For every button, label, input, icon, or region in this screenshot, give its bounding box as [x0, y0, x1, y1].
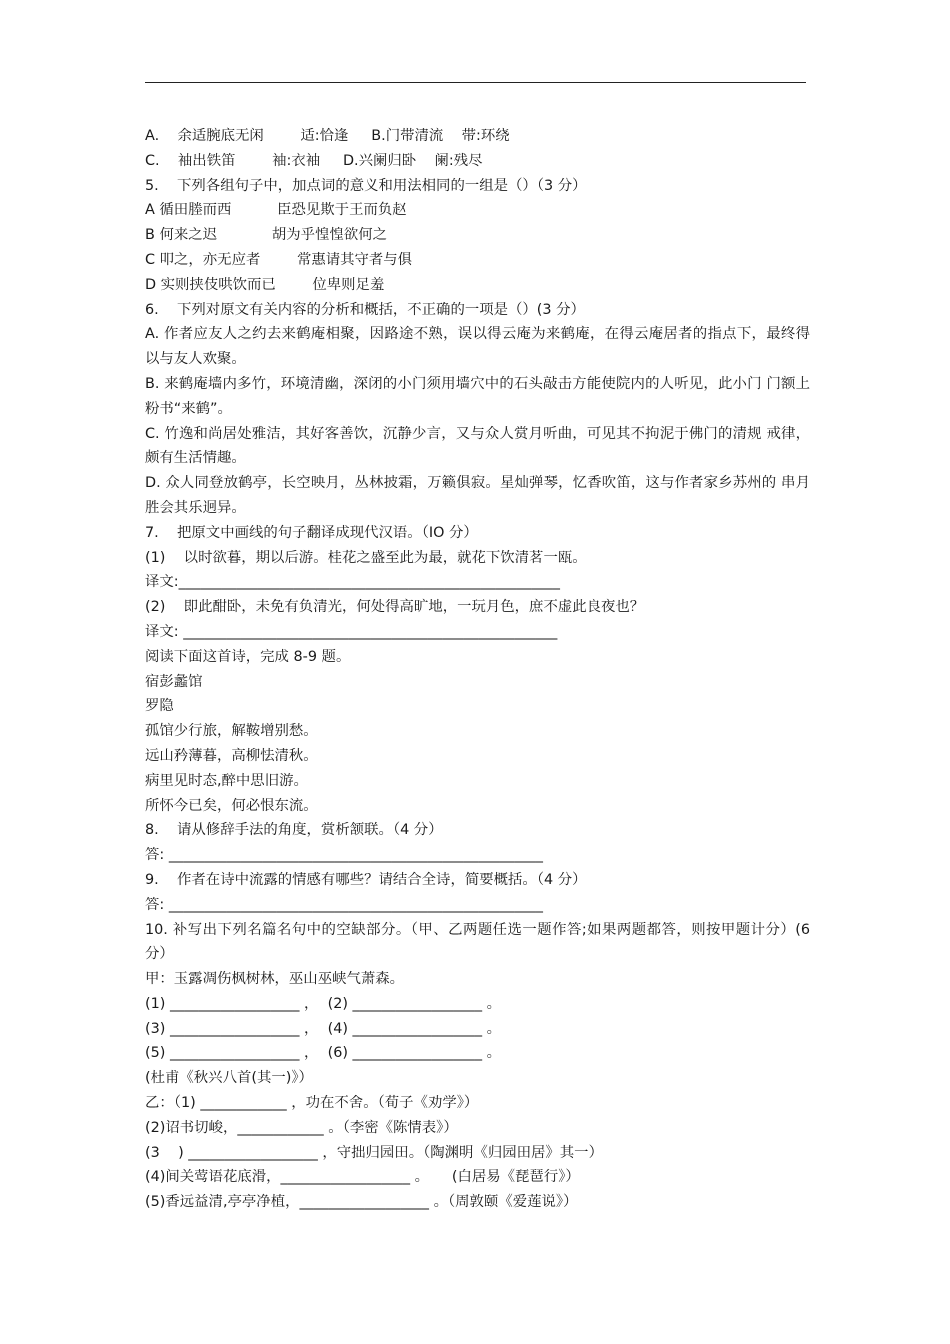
fill-blank-line: (3 ) __________________ ，守拙归园田。（陶渊明《归园田居》其一） [145, 1144, 603, 1161]
option-d: D. 众人同登放鹤亭，长空映月，丛林披霜，万籁俱寂。星灿弹琴，忆香吹笛，这与作者家乡苏州的 串月胜会其乐迥异。 [145, 475, 810, 516]
text-line: C 叩之，亦无应者 常惠请其守者与俱 [145, 251, 413, 268]
option-b: B. 来鹤庵墙内多竹，环境清幽，深闭的小门须用墙穴中的石头敲击方能使院内的人听见，此小门 门额上粉书“来鹤”。 [145, 375, 810, 417]
text-line: C. 袖出铁笛 袖:衣袖 D.兴阑归卧 阑:残尽 [145, 152, 483, 169]
option-c: C. 竹逸和尚居处雅洁，其好客善饮，沉静少言，又与众人赏月听曲，可见其不拘泥于佛门的清规 戒律，颇有生活情趣。 [145, 425, 810, 467]
question-9: 9. 作者在诗中流露的情感有哪些？请结合全诗，简要概括。（4 分） [145, 871, 587, 888]
document-body [145, 124, 810, 1215]
text-line: (杜甫《秋兴八首(其一)》） [145, 1070, 313, 1087]
text-line: 阅读下面这首诗，完成 8-9 题。 [145, 648, 351, 665]
header-rule [145, 82, 806, 83]
question-10: 10. 补写出下列名篇名句中的空缺部分。（甲、乙两题任选一题作答;如果两题都答，则按甲题计分）(6 分） [145, 921, 810, 963]
text-line: A 循田塍而西 臣恐见欺于王而负赵 [145, 202, 407, 219]
fill-blank-line: (5)香远益清,亭亭净植，__________________ 。（周敦颐《爱莲说》） [145, 1194, 578, 1211]
question-7: 7. 把原文中画线的句子翻译成现代汉语。（IO 分） [145, 524, 478, 541]
fill-blank-line: (5) __________________ ， (6) __________________ 。 [145, 1045, 502, 1062]
question-5: 5. 下列各组句子中，加点词的意义和用法相同的一组是（）（3 分） [145, 177, 587, 194]
text-line: (1) 以时欲暮，期以后游。桂花之盛至此为最，就花下饮清茗一瓯。 [145, 549, 587, 566]
poem-line: 孤馆少行旅，解鞍增别愁。 [145, 723, 318, 740]
text-line: (2) 即此酣卧，未免有负清光，何处得高旷地，一玩月色，庶不虚此良夜也？ [145, 599, 645, 616]
question-6: 6. 下列对原文有关内容的分析和概括，不正确的一项是（）(3 分） [145, 301, 585, 318]
fill-blank-line: (1) __________________ ， (2) __________________ 。 [145, 995, 502, 1012]
question-8: 8. 请从修辞手法的角度，赏析颔联。（4 分） [145, 822, 443, 839]
fill-blank-line: (4)间关莺语花底滑，__________________ 。 (白居易《琵琶行》） [145, 1169, 580, 1186]
poem-line: 远山矜薄暮，高柳怯清秋。 [145, 747, 318, 764]
text-line: A. 余适腕底无闲 适:恰逢 B.门带清流 带:环绕 [145, 128, 510, 144]
text-line: B 何来之迟 胡为乎惶惶欲何之 [145, 227, 388, 244]
answer-blank: 答: ____________________________________________________ [145, 896, 543, 913]
poem-line: 所怀今已矣，何必恨东流。 [145, 797, 318, 814]
fill-blank-line: (2)诏书切峻，____________ 。（李密《陈情表》） [145, 1119, 458, 1136]
poem-line: 病里见时态,醉中思旧游。 [145, 772, 308, 789]
option-a: A. 作者应友人之约去来鹤庵相聚，因路途不熟，误以得云庵为来鹤庵，在得云庵居者的指点下，最终得以与友人欢聚。 [145, 326, 810, 368]
answer-blank: 译文: ____________________________________________________ [145, 623, 558, 640]
fill-blank-line: 乙：（1) ____________ ，功在不舍。（荀子《劝学》） [145, 1095, 479, 1112]
fill-blank-line: (3) __________________ ， (4) __________________ 。 [145, 1020, 502, 1037]
answer-blank: 译文:_____________________________________________________ [145, 574, 560, 591]
answer-blank: 答: ____________________________________________________ [145, 847, 543, 864]
text-line: D 实则挟伎哄饮而已 位卑则足羞 [145, 276, 385, 293]
poem-title: 宿彭蠡馆 [145, 673, 203, 690]
poem-author: 罗隐 [145, 698, 174, 715]
text-line: 甲：玉露凋伤枫树林，巫山巫峡气萧森。 [145, 971, 405, 988]
